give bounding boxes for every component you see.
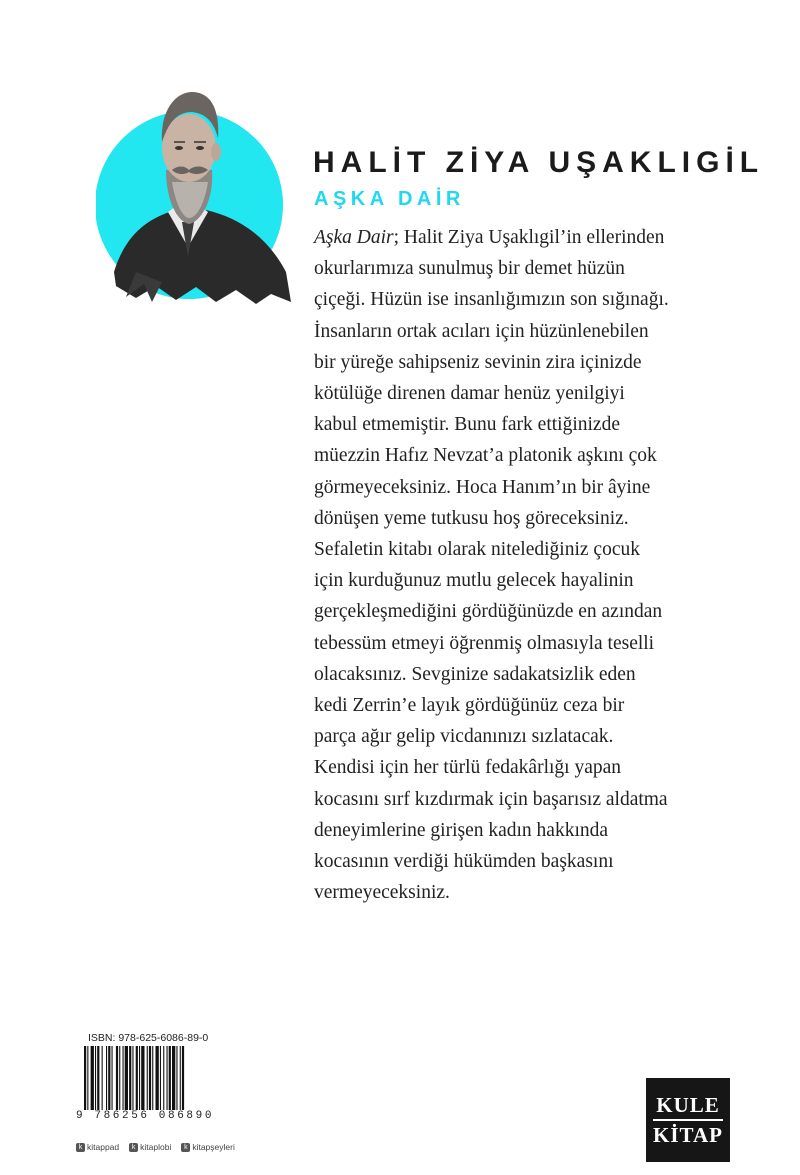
blurb-line: görmeyeceksiniz. Hoca Hanım’ın bir âyine — [314, 476, 651, 498]
blurb-line: okurlarımıza sunulmuş bir demet hüzün — [314, 258, 625, 280]
blurb-line: kedi Zerrin’e layık gördüğünüz ceza bir — [314, 695, 625, 717]
isbn-barcode-image — [84, 1046, 230, 1110]
blurb-line: vermeyeceksiniz. — [314, 882, 450, 904]
store-icon: k — [181, 1143, 190, 1152]
store-logo-kitaplobi: k kitaplobi — [129, 1142, 171, 1152]
back-cover-blurb — [314, 222, 734, 908]
blurb-line: müezzin Hafız Nevzat’a platonik aşkını çok — [314, 445, 657, 467]
blurb-line: kocasının verdiği hükümden başkasını — [314, 851, 614, 873]
blurb-line: kabul etmemiştir. Bunu fark ettiğinizde — [314, 414, 620, 436]
blurb-line: için kurduğunuz mutlu gelecek hayalinin — [314, 570, 634, 592]
blurb-line: bir yüreğe sahipseniz sevinin zira içinizde — [314, 351, 642, 373]
store-icon: k — [76, 1143, 85, 1152]
isbn-barcode — [72, 1030, 242, 1158]
blurb-line: parça ağır gelip vicdanınızı sızlatacak. — [314, 726, 614, 748]
blurb-line: kötülüğe direnen damar henüz yenilgiyi — [314, 383, 625, 405]
author-portrait-image — [96, 72, 306, 312]
publisher-logo — [646, 1078, 730, 1162]
blurb-line: olacaksınız. Sevginize sadakatsizlik eden — [314, 663, 636, 685]
blurb-line: Kendisi için her türlü fedakârlığı yapan — [314, 757, 622, 779]
blurb-line: dönüşen yeme tutkusu hoş göreceksiniz. — [314, 507, 629, 529]
blurb-line: gerçekleşmediğini gördüğünüzde en azından — [314, 601, 663, 623]
store-logos — [76, 1142, 246, 1152]
publisher-logo-divider — [653, 1119, 723, 1121]
isbn-label: ISBN: 978-625-6086-89-0 — [88, 1032, 209, 1044]
blurb-line: Sefaletin kitabı olarak nitelediğiniz çocuk — [314, 539, 640, 561]
store-icon: k — [129, 1143, 138, 1152]
book-title: AŞKA DAİR — [314, 188, 465, 210]
publisher-logo-top: KULE — [656, 1093, 720, 1117]
author-name: HALİT ZİYA UŞAKLIGİL — [313, 146, 765, 179]
blurb-title-italic: Aşka Dair — [314, 227, 394, 248]
blurb-line: çiçeği. Hüzün ise insanlığımızın son sığınağı. — [314, 289, 669, 311]
publisher-logo-bottom: KİTAP — [653, 1123, 723, 1147]
blurb-line: tebessüm etmeyi öğrenmiş olmasıyla teselli — [314, 632, 655, 654]
store-logo-kitappad: k kitappad — [76, 1142, 119, 1152]
blurb-line: kocasını sırf kızdırmak için başarısız aldatma — [314, 788, 668, 810]
author-portrait — [96, 72, 306, 312]
barcode-digits: 9 786256 086890 — [76, 1110, 215, 1122]
blurb-line: İnsanların ortak acıları için hüzünlenebilen — [314, 320, 649, 342]
blurb-line: deneyimlerine girişen kadın hakkında — [314, 819, 609, 841]
store-logo-kitapseyleri: k kitapşeyleri — [181, 1142, 235, 1152]
blurb-line: Aşka Dair; Halit Ziya Uşaklıgil’in ellerinden — [314, 227, 665, 248]
